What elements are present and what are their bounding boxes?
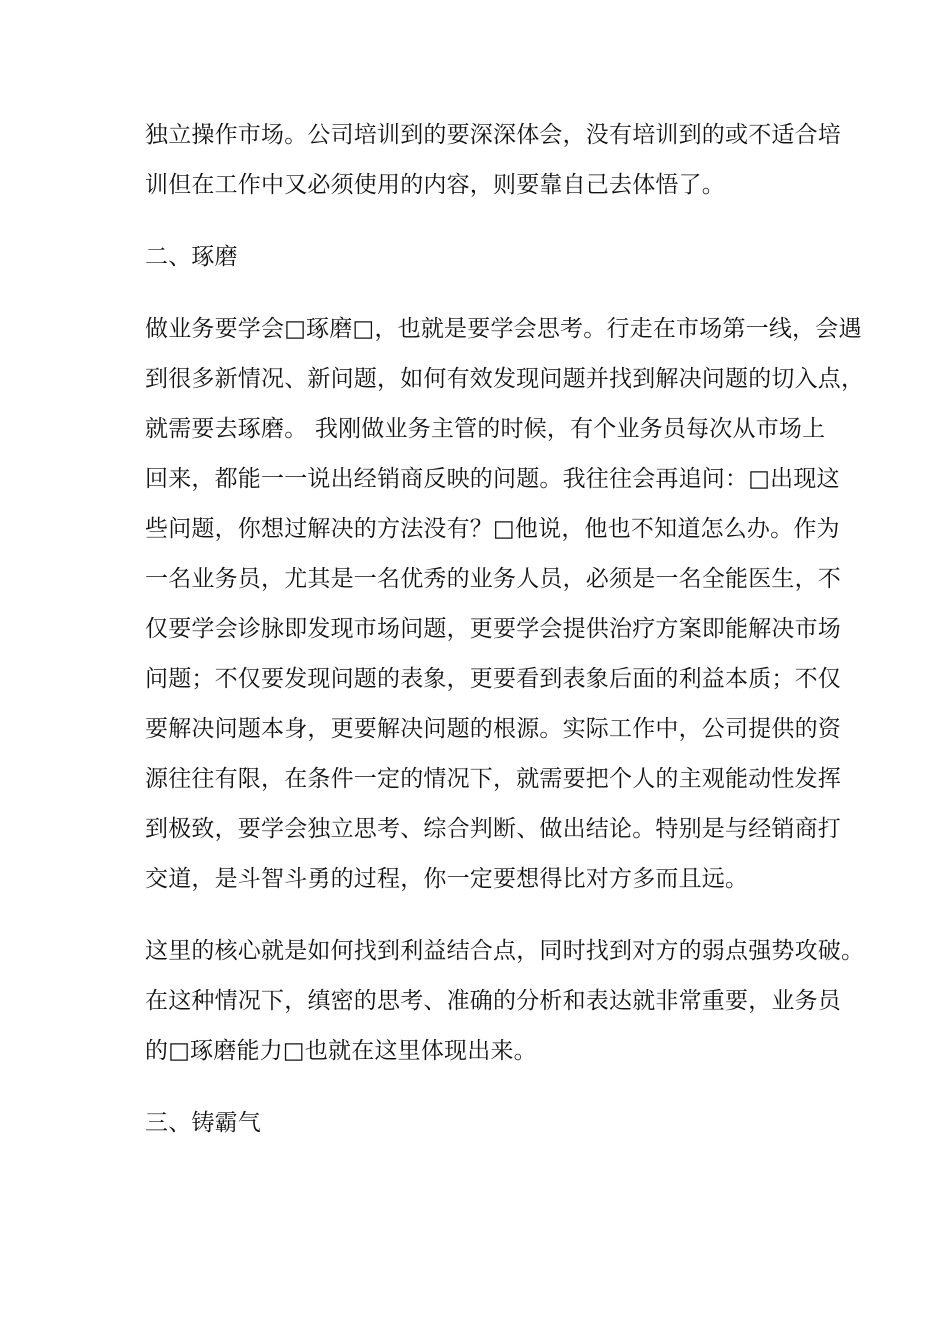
body-line: 仅要学会诊脉即发现市场问题，更要学会提供治疗方案即能解决市场 — [145, 616, 841, 642]
body-line: 训但在工作中又必须使用的内容，则要靠自己去体悟了。 — [145, 172, 725, 198]
body-line: 独立操作市场。公司培训到的要深深体会，没有培训到的或不适合培 — [145, 122, 841, 148]
body-line: 就需要去琢磨。 我刚做业务主管的时候，有个业务员每次从市场上 — [145, 416, 826, 442]
body-line: 源往往有限，在条件一定的情况下，就需要把个人的主观能动性发挥 — [145, 766, 841, 792]
body-line: 在这种情况下，缜密的思考、准确的分析和表达就非常重要，业务员 — [145, 988, 841, 1014]
body-line: 回来，都能一一说出经销商反映的问题。我往往会再追问：□出现这 — [145, 466, 840, 492]
body-line: 到很多新情况、新问题，如何有效发现问题并找到解决问题的切入点， — [145, 366, 865, 392]
section-heading: 三、铸霸气 — [145, 1110, 261, 1136]
section-heading: 二、琢磨 — [145, 244, 238, 270]
body-line: 交道，是斗智斗勇的过程，你一定要想得比对方多而且远。 — [145, 866, 749, 892]
body-line: 一名业务员，尤其是一名优秀的业务人员，必须是一名全能医生，不 — [145, 566, 841, 592]
body-line: 到极致，要学会独立思考、综合判断、做出结论。特别是与经销商打 — [145, 816, 841, 842]
body-line: 要解决问题本身，更要解决问题的根源。实际工作中，公司提供的资 — [145, 716, 841, 742]
body-line: 些问题，你想过解决的方法没有？□他说，他也不知道怎么办。作为 — [145, 516, 840, 542]
body-line: 做业务要学会□琢磨□，也就是要学会思考。行走在市场第一线，会遇 — [145, 316, 862, 342]
body-line: 的□琢磨能力□也就在这里体现出来。 — [145, 1038, 537, 1064]
body-line: 这里的核心就是如何找到利益结合点，同时找到对方的弱点强势攻破。 — [145, 938, 865, 964]
body-line: 问题；不仅要发现问题的表象，更要看到表象后面的利益本质；不仅 — [145, 666, 841, 692]
